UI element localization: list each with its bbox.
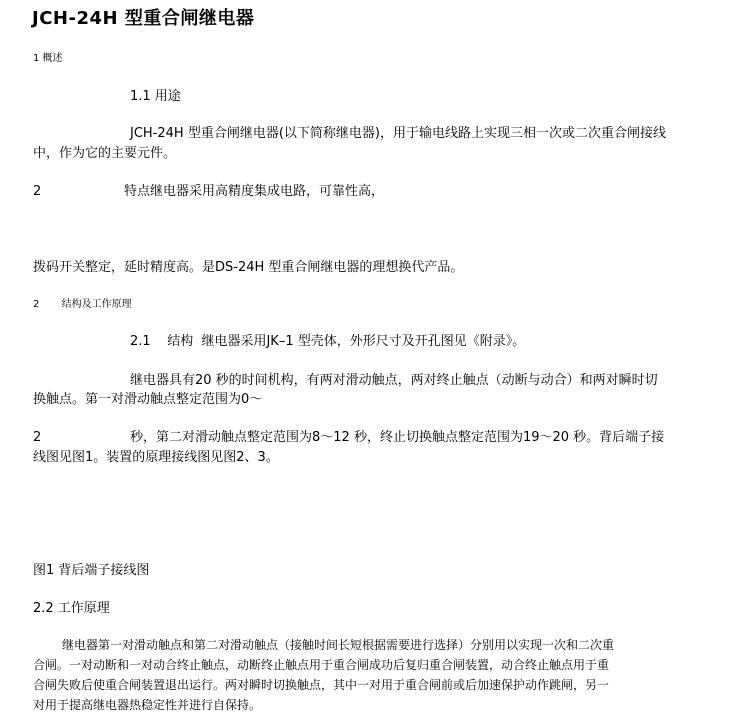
principle-paragraph-line-4: 对用于提高继电器热稳定性并进行自保持。 <box>33 698 262 712</box>
feature-item-text: 特点继电器采用高精度集成电路，可靠性高， <box>124 184 385 199</box>
section-1-heading: 1 概述 <box>33 53 63 64</box>
subsection-2-2-heading: 2.2 工作原理 <box>33 601 110 616</box>
principle-paragraph-line-3: 合闸失败后使重合闸装置退出运行。两对瞬时切换触点，其中一对用于重合闸前或后加速保护动作跳闸，另一 <box>33 678 610 692</box>
range-item-number: 2 <box>33 430 42 445</box>
figure-1-caption: 图1 背后端子接线图 <box>33 563 150 578</box>
range-item-line-1: 秒，第二对滑动触点整定范围为8〜12 秒，终止切换触点整定范围为19〜20 秒。背后端子接 <box>130 430 665 445</box>
section-2-heading: 2 结构及工作原理 <box>33 299 132 310</box>
structure-paragraph-line-1: 继电器具有20 秒的时间机构，有两对滑动触点，两对终止触点（动断与动合）和两对瞬时切 <box>130 373 658 388</box>
subsection-1-1-heading: 1.1 用途 <box>130 89 181 104</box>
principle-paragraph-line-1: 继电器第一对滑动触点和第二对滑动触点（接触时间长短根据需要进行选择）分别用以实现一次和二次重 <box>62 638 615 652</box>
principle-paragraph-line-2: 合闸。一对动断和一对动合终止触点，动断终止触点用于重合闸成功后复归重合闸装置，动合终止触点用于重 <box>33 658 610 672</box>
feature-item-number: 2 <box>33 184 42 199</box>
feature-paragraph: 拨码开关整定，延时精度高。是DS-24H 型重合闸继电器的理想换代产品。 <box>33 260 464 275</box>
range-item-line-2: 线图见图1。装置的原理接线图见图2、3。 <box>33 450 279 465</box>
document-title: JCH-24H 型重合闸继电器 <box>32 8 255 29</box>
subsection-2-1-structure: 2.1 结构 继电器采用JK–1 型壳体，外形尺寸及开孔图见《附录》。 <box>130 334 526 349</box>
structure-paragraph-line-2: 换触点。第一对滑动触点整定范围为0〜 <box>33 392 263 407</box>
purpose-paragraph-line-1: JCH-24H 型重合闸继电器(以下简称继电器)，用于输电线路上实现三相一次或二次重合闸接线 <box>130 126 666 141</box>
purpose-paragraph-line-2: 中，作为它的主要元件。 <box>33 146 177 161</box>
